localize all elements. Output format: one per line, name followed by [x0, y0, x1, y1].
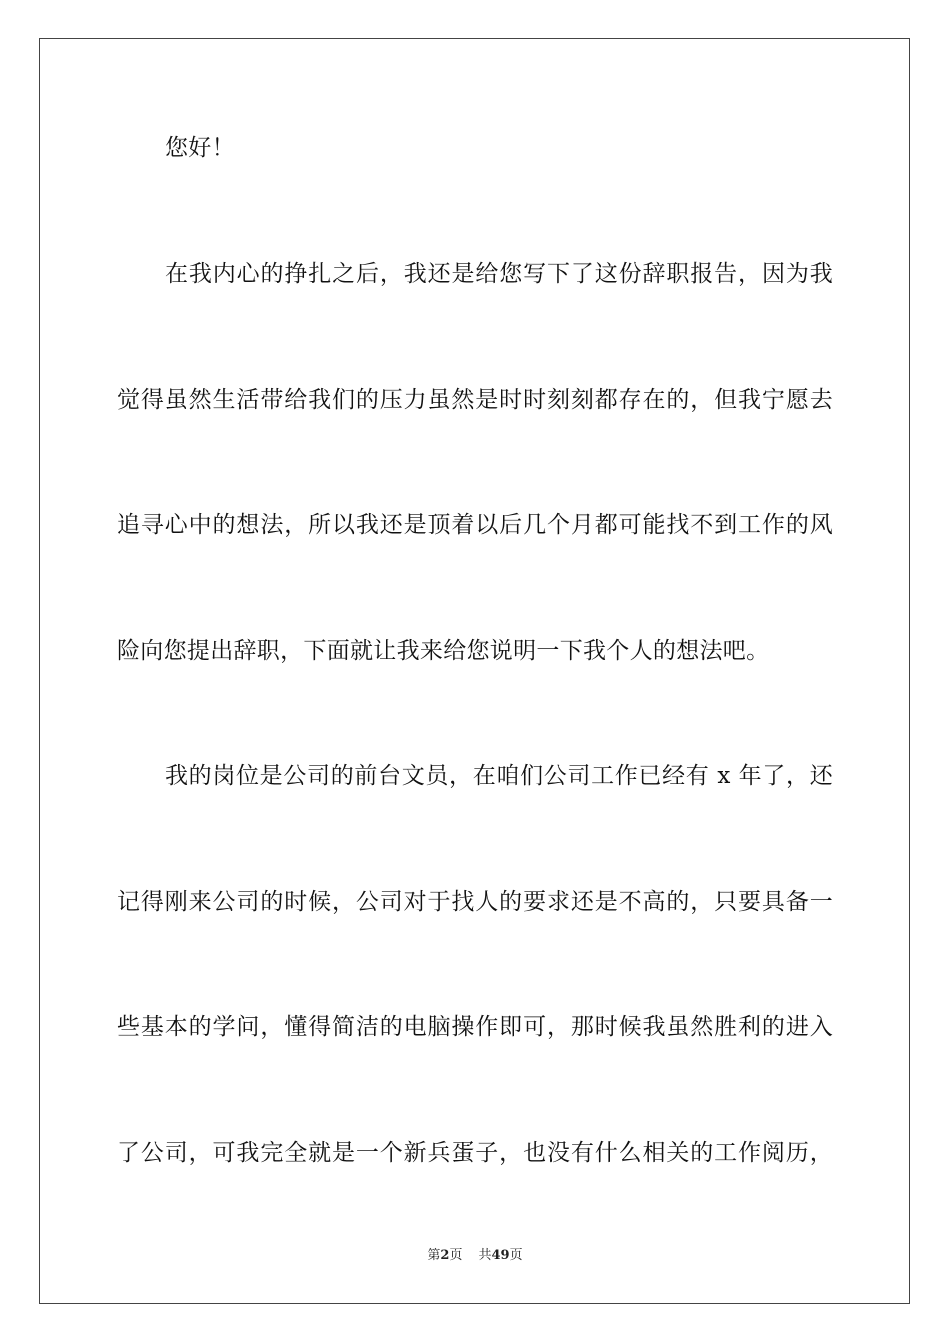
total-pages: 49 — [491, 1248, 510, 1263]
total-suffix: 页 — [509, 1248, 523, 1263]
page-number — [427, 1248, 462, 1263]
paragraph-2-line-3: 些基本的学问，懂得简洁的电脑操作即可，那时候我虽然胜利的进入 — [117, 1014, 833, 1040]
page-suffix: 页 — [449, 1248, 463, 1263]
paragraph-1-line-1: 在我内心的挣扎之后，我还是给您写下了这份辞职报告，因为我 — [165, 261, 833, 287]
total-prefix: 共 — [478, 1248, 492, 1263]
current-page: 2 — [440, 1248, 450, 1263]
paragraph-1-line-3: 追寻心中的想法，所以我还是顶着以后几个月都可能找不到工作的风 — [117, 512, 833, 538]
paragraph-1-line-2: 觉得虽然生活带给我们的压力虽然是时时刻刻都存在的，但我宁愿去 — [117, 387, 833, 413]
paragraph-2-line-1: 我的岗位是公司的前台文员，在咱们公司工作已经有 x 年了，还 — [165, 763, 833, 789]
paragraph-2-line-2: 记得刚来公司的时候，公司对于找人的要求还是不高的，只要具备一 — [117, 889, 833, 915]
page-border — [39, 38, 910, 1304]
page-footer — [0, 1247, 950, 1265]
page-prefix: 第 — [427, 1248, 441, 1263]
paragraph-1-line-4: 险向您提出辞职，下面就让我来给您说明一下我个人的想法吧。 — [117, 638, 770, 664]
page-total — [478, 1248, 522, 1263]
paragraph-2-line-4: 了公司，可我完全就是一个新兵蛋子，也没有什么相关的工作阅历， — [117, 1140, 833, 1166]
greeting: 您好！ — [165, 135, 235, 161]
